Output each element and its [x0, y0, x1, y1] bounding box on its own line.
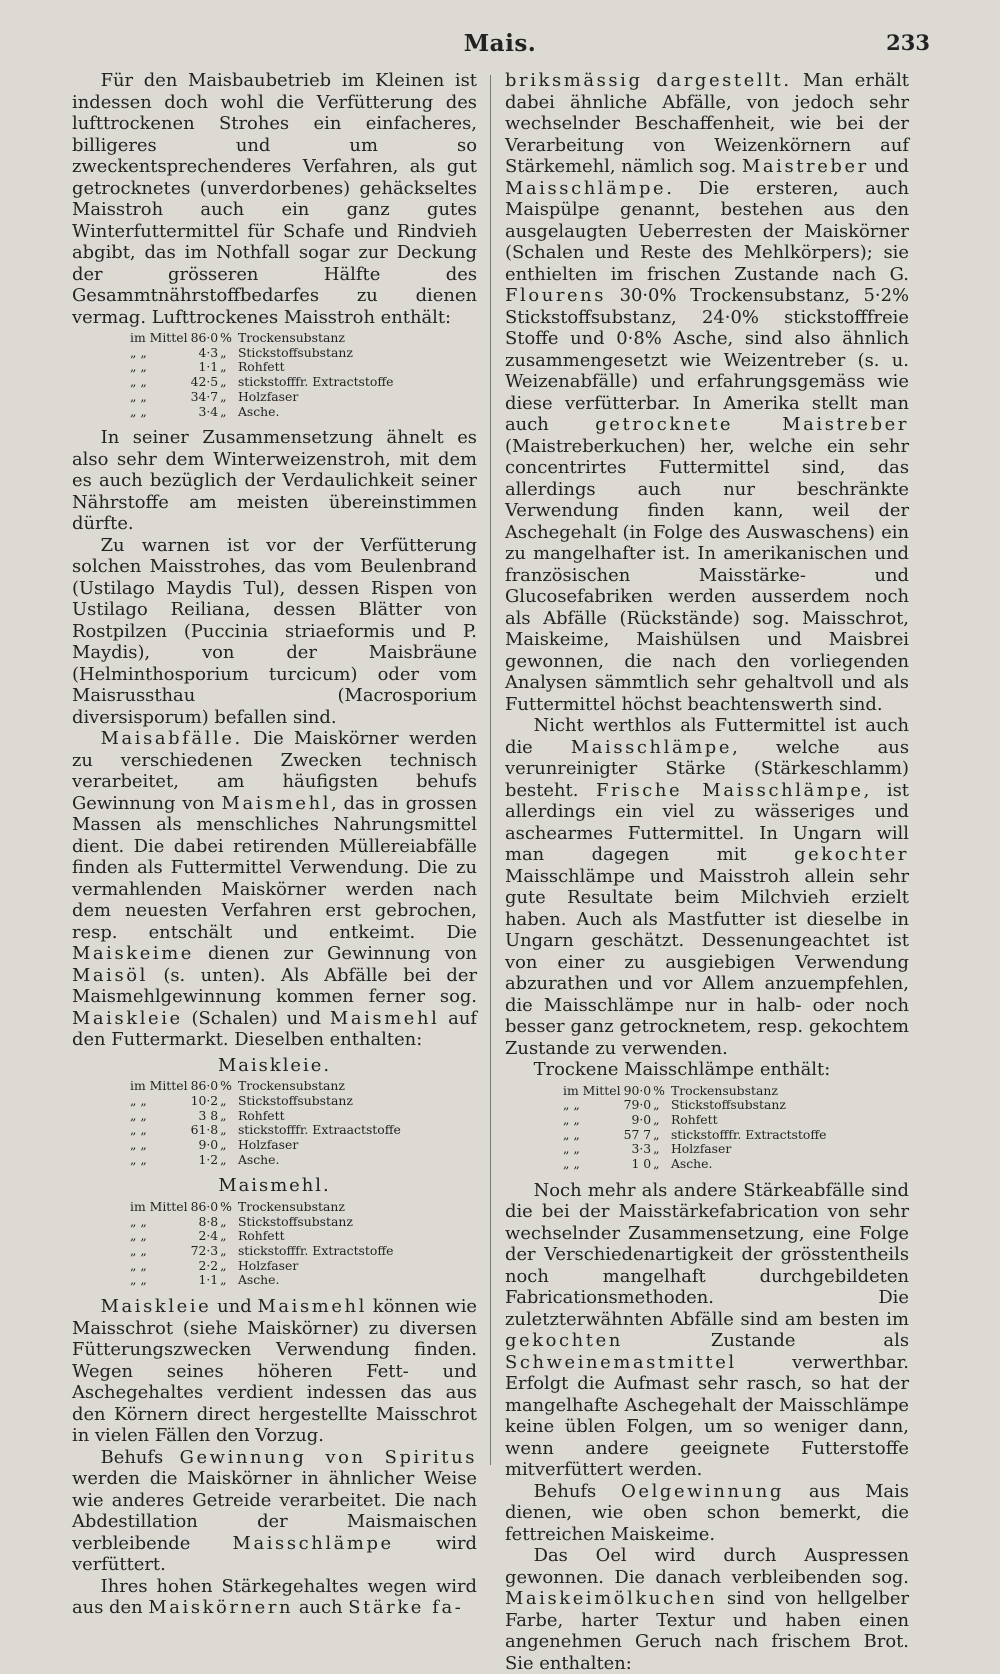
row-prefix: „ „	[130, 1257, 147, 1273]
row-prefix: „ „	[130, 1228, 147, 1244]
row-label: Stickstoffsubstanz	[670, 1097, 786, 1113]
row-value: 3·4	[198, 403, 219, 419]
row-value: 79·0	[623, 1097, 652, 1113]
table-row	[130, 405, 397, 420]
table-row	[130, 1094, 404, 1109]
paragraph: Maisabfälle. Die Maiskörner werden zu verschiedenen Zwecken technisch verarbeitet, am häufigsten behufs Gewinnung von Maismehl, das in grossen Massen als menschliches Nahrungsmittel dient. Die dabei retirenden Müllereiabfälle finden als Futtermittel Verwendung. Die zu vermahlenden Maiskörner werden nach dem neuesten Verfahren erst gebrochen, resp. entschält und entkeimt. Die Maiskeime dienen zur Gewinnung von Maisöl (s. unten). Als Abfälle bei der Maismehlgewinnung kommen ferner sog. Maiskleie (Schalen) und Maismehl auf den Futtermarkt. Dieselben enthalten:	[72, 728, 477, 1051]
row-prefix: „ „	[130, 1092, 147, 1108]
row-label: Stickstoffsubstanz	[237, 1213, 353, 1229]
row-label: Rohfett	[237, 1107, 285, 1123]
row-label: Holzfaser	[670, 1141, 732, 1157]
table-row	[563, 1113, 830, 1128]
table-row	[130, 1273, 397, 1288]
row-prefix: „ „	[130, 1151, 147, 1167]
spaced-heading: Maisabfälle.	[100, 728, 243, 750]
row-unit: „	[653, 1126, 660, 1142]
row-unit: %	[220, 1078, 232, 1094]
row-unit: „	[220, 388, 227, 404]
composition-table-maisschlaempe	[563, 1084, 830, 1172]
row-value: 86·0	[190, 1198, 219, 1214]
row-unit: „	[220, 1243, 227, 1259]
table-row	[130, 1079, 404, 1094]
paragraph: In seiner Zusammensetzung ähnelt es also sehr dem Winterweizenstroh, mit dem es auch bezüglich der Verdaulichkeit seiner Nährstoffe am meisten übereinstimmen dürfte.	[72, 427, 477, 535]
row-value: 90·0	[623, 1082, 652, 1098]
table-row	[130, 1215, 397, 1230]
row-value: 1·1	[198, 359, 219, 375]
table-row	[563, 1142, 830, 1157]
row-prefix: „ „	[130, 1107, 147, 1123]
row-unit: %	[220, 330, 232, 345]
paragraph: Behufs Oelgewinnung aus Mais dienen, wie oben schon bemerkt, die fettreichen Maiskeime.	[505, 1480, 909, 1545]
paragraph: Noch mehr als andere Stärkeabfälle sind die bei der Maisstärkefabrication von sehr wechselnder Zusammensetzung, eine Folge der Verschiedenartigkeit der grösstentheils noch mangelhaft durchgebildeten Fabricationsmethoden. Die zuletzterwähnten Abfälle sind am besten im gekochten Zustande als Schweinemastmittel verwerthbar. Erfolgt die Aufmast sehr rasch, so hat der mangelhafte Aschegehalt der Maisschlämpe keine üblen Folgen, um so weniger dann, wenn andere geeignete Futterstoffe mitverfüttert werden.	[505, 1179, 909, 1481]
row-label: Holzfaser	[237, 1137, 299, 1153]
row-value: 86·0	[190, 330, 219, 345]
row-unit: „	[220, 1137, 227, 1153]
table-row	[130, 375, 397, 390]
row-prefix: im Mittel	[563, 1082, 621, 1098]
row-value: 3·3	[631, 1141, 652, 1157]
table-row	[130, 1229, 397, 1244]
left-column	[72, 70, 477, 1619]
right-column	[505, 70, 909, 1674]
table-row	[563, 1098, 830, 1113]
row-value: 2·4	[198, 1228, 219, 1244]
row-unit: %	[220, 1198, 232, 1214]
row-unit: „	[220, 403, 227, 419]
table-row	[130, 346, 397, 361]
row-value: 34·7	[190, 388, 219, 404]
paragraph: Ihres hohen Stärkegehaltes wegen wird aus den Maiskörnern auch Stärke fa-	[72, 1575, 477, 1619]
row-unit: „	[220, 359, 227, 375]
row-prefix: „ „	[563, 1156, 580, 1172]
row-prefix: „ „	[130, 1137, 147, 1153]
table-row	[130, 1138, 404, 1153]
row-unit: „	[220, 1107, 227, 1123]
row-label: Rohfett	[670, 1111, 718, 1127]
row-prefix: „ „	[130, 403, 147, 419]
row-label: Trockensubstanz	[670, 1082, 778, 1098]
row-prefix: „ „	[130, 359, 147, 375]
composition-table-maisstroh	[130, 331, 397, 419]
column-divider	[490, 75, 491, 1465]
row-prefix: im Mittel	[130, 330, 188, 345]
table-row	[563, 1157, 830, 1172]
row-label: Trockensubstanz	[237, 1078, 345, 1094]
row-value: 2·2	[198, 1257, 219, 1273]
row-label: Asche.	[237, 1272, 280, 1288]
row-value: 1·1	[198, 1272, 219, 1288]
row-label: stickstofffr. Extractstoffe	[237, 1243, 394, 1259]
row-unit: „	[220, 344, 227, 360]
row-value: 86·0	[190, 1078, 219, 1094]
row-prefix: „ „	[130, 1243, 147, 1259]
running-header: Mais.	[463, 30, 537, 57]
row-label: Rohfett	[237, 359, 285, 375]
paragraph: Für den Maisbaubetrieb im Kleinen ist indessen doch wohl die Verfütterung des lufttrockenen Strohes ein einfacheres, billigeres und um so zweckentsprechenderes Verfahren, als gut getrocknetes (unverdorbenes) gehäckseltes Maisstroh auch ein ganz gutes Winterfuttermittel für Schafe und Rindvieh abgibt, das im Nothfall sogar zur Deckung der grösseren Hälfte des Gesammtnährstoffbedarfes zu dienen vermag. Lufttrockenes Maisstroh enthält:	[72, 70, 477, 328]
row-prefix: im Mittel	[130, 1198, 188, 1214]
row-label: Asche.	[670, 1156, 713, 1172]
row-value: 8·8	[198, 1213, 219, 1229]
row-value: 9·0	[198, 1137, 219, 1153]
row-value: 10·2	[190, 1092, 219, 1108]
paragraph: Trockene Maisschlämpe enthält:	[533, 1059, 831, 1080]
row-prefix: im Mittel	[130, 1078, 188, 1094]
table-row	[130, 1200, 397, 1215]
composition-table-maismehl	[130, 1200, 397, 1288]
table-row	[130, 331, 397, 346]
row-value: 42·5	[190, 374, 219, 390]
table-row	[130, 1153, 404, 1168]
row-label: Stickstoffsubstanz	[237, 344, 353, 360]
row-unit: „	[220, 1257, 227, 1273]
row-prefix: „ „	[130, 344, 147, 360]
table-row	[563, 1084, 830, 1099]
row-unit: „	[220, 1272, 227, 1288]
paragraph: Behufs Gewinnung von Spiritus werden die Maiskörner in ähnlicher Weise wie anderes Getreide verarbeitet. Die nach Abdestillation der Maismaischen verbleibende Maisschlämpe wird verfüttert.	[72, 1446, 477, 1576]
row-value: 9·0	[631, 1111, 652, 1127]
row-prefix: „ „	[130, 1122, 147, 1138]
row-prefix: „ „	[130, 1272, 147, 1288]
paragraph: Zu warnen ist vor der Verfütterung solchen Maisstrohes, das vom Beulenbrand (Ustilago Maydis Tul), dessen Rispen von Ustilago Reiliana, dessen Blätter von Rostpilzen (Puccinia striaeformis und P. Maydis), von der Maisbräune (Helminthosporium turcicum) oder vom Maisrussthau (Macrosporium diversisporum) befallen sind.	[72, 534, 477, 728]
paragraph: Maiskleie und Maismehl können wie Maisschrot (siehe Maiskörner) zu diversen Fütterungszwecken Verwendung finden. Wegen seines höheren Fett- und Aschegehaltes verdient indessen das aus den Körnern direct hergestellte Maisschrot in vielen Fällen den Vorzug.	[72, 1296, 477, 1447]
table-row	[130, 1109, 404, 1124]
subheading-maismehl: Maismehl.	[218, 1175, 331, 1197]
row-prefix: „ „	[563, 1141, 580, 1157]
subheading-maiskleie: Maiskleie.	[217, 1054, 332, 1076]
row-unit: „	[220, 1213, 227, 1229]
row-value: 57 7	[623, 1126, 652, 1142]
row-label: Stickstoffsubstanz	[237, 1092, 353, 1108]
row-label: Trockensubstanz	[237, 330, 345, 345]
row-label: Holzfaser	[237, 1257, 299, 1273]
row-unit: %	[653, 1082, 665, 1098]
paragraph: briksmässig dargestellt. Man erhält dabei ähnliche Abfälle, von jedoch sehr wechselnder Beschaffenheit, wie bei der Verarbeitung von Weizenkörnern auf Stärkemehl, nämlich sog. Maistreber und Maisschlämpe. Die ersteren, auch Maispülpe genannt, bestehen aus den ausgelaugten Ueberresten der Maiskörner (Schalen und Reste des Mehlkörpers); sie enthielten im frischen Zustande nach G. Flourens 30·0% Trockensubstanz, 5·2% Stickstoffsubstanz, 24·0% stickstofffreie Stoffe und 0·8% Asche, sind also ähnlich zusammengesetzt wie Weizentreber (s. u. Weizenabfälle) und erfahrungsgemäss wie diese verfütterbar. In Amerika stellt man auch getrocknete Maistreber (Maistreberkuchen) her, welche ein sehr concentrirtes Futtermittel sind, das allerdings auch nur beschränkte Verwendung finden kann, weil der Aschegehalt (in Folge des Auswaschens) ein zu mangelhafter ist. In amerikanischen und französischen Maisstärke- und Glucosefabriken werden ausserdem noch als Abfälle (Rückstände) sog. Maisschrot, Maiskeime, Maishülsen und Maisbrei gewonnen, die nach den vorliegenden Analysen sämmtlich sehr gehaltvoll und als Futtermittel höchst beachtenswerth sind.	[505, 70, 910, 715]
row-prefix: „ „	[563, 1097, 580, 1113]
row-label: stickstofffr. Extractstoffe	[237, 374, 394, 390]
row-unit: „	[220, 1122, 227, 1138]
row-value: 61·8	[190, 1122, 219, 1138]
table-row	[130, 1123, 404, 1138]
row-unit: „	[653, 1097, 660, 1113]
page-number: 233	[886, 30, 930, 55]
row-unit: „	[220, 1228, 227, 1244]
row-prefix: „ „	[563, 1126, 580, 1142]
row-unit: „	[653, 1156, 660, 1172]
table-row	[563, 1128, 830, 1143]
row-unit: „	[653, 1111, 660, 1127]
row-label: Asche.	[237, 1151, 280, 1167]
row-unit: „	[220, 374, 227, 390]
row-value: 72·3	[190, 1243, 219, 1259]
row-value: 3 8	[198, 1107, 219, 1123]
row-prefix: „ „	[130, 388, 147, 404]
row-label: stickstofffr. Extractstoffe	[670, 1126, 827, 1142]
row-label: Trockensubstanz	[237, 1198, 345, 1214]
row-label: stickstofffr. Extraactstoffe	[237, 1122, 401, 1138]
table-row	[130, 360, 397, 375]
paragraph: Nicht werthlos als Futtermittel ist auch die Maisschlämpe, welche aus verunreinigter Stärke (Stärkeschlamm) besteht. Frische Maisschlämpe, ist allerdings ein viel zu wässeriges und aschearmes Futtermittel. In Ungarn will man dagegen mit gekochter Maisschlämpe und Maisstroh allein sehr gute Resultate beim Milchvieh erzielt haben. Auch als Mastfutter ist dieselbe in Ungarn geschätzt. Dessenungeachtet ist von einer zu ausgiebigen Verwendung abzurathen und vor Allem anzuempfehlen, die Maisschlämpe nur in halb- oder noch besser ganz getrocknetem, resp. gekochtem Zustande zu verwenden.	[505, 715, 910, 1059]
row-label: Holzfaser	[237, 388, 299, 404]
row-unit: „	[220, 1092, 227, 1108]
table-row	[130, 390, 397, 405]
row-label: Asche.	[237, 403, 280, 419]
table-row	[130, 1259, 397, 1274]
composition-table-maiskleie	[130, 1079, 404, 1167]
row-value: 1·2	[198, 1151, 219, 1167]
table-row	[130, 1244, 397, 1259]
row-label: Rohfett	[237, 1228, 285, 1244]
paragraph: Das Oel wird durch Auspressen gewonnen. Die danach verbleibenden sog. Maiskeimölkuchen sind von hellgelber Farbe, harter Textur und haben einen angenehmen Geruch nach frischem Brot. Sie enthalten:	[505, 1545, 909, 1674]
row-value: 1 0	[631, 1156, 652, 1172]
row-prefix: „ „	[130, 374, 147, 390]
row-prefix: „ „	[130, 1213, 147, 1229]
row-value: 4·3	[198, 344, 219, 360]
row-unit: „	[220, 1151, 227, 1167]
row-prefix: „ „	[563, 1111, 580, 1127]
row-unit: „	[653, 1141, 660, 1157]
